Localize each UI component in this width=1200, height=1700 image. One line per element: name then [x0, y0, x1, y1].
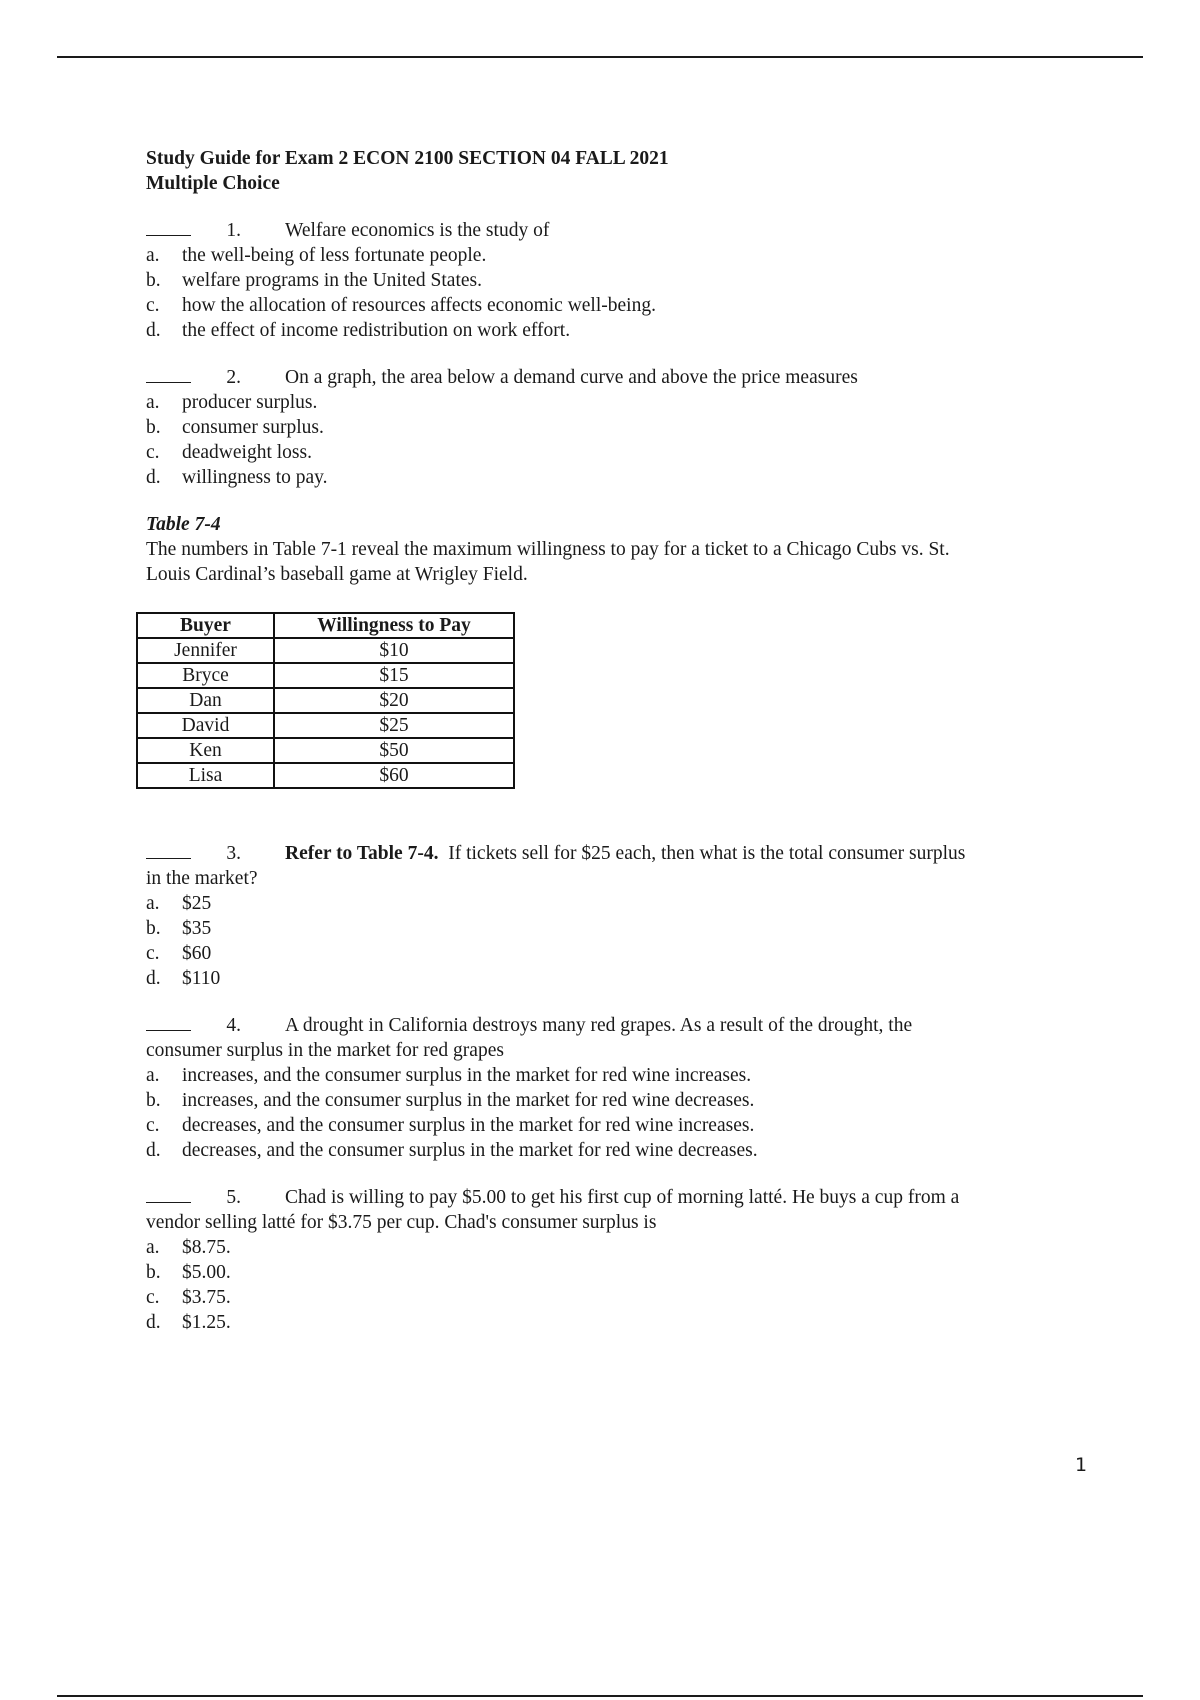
- question-text: A drought in California destroys many red grapes. As a result of the drought, the: [285, 1015, 913, 1036]
- choice-label: b.: [146, 1262, 161, 1283]
- choice-text: $35: [182, 918, 212, 939]
- choice-label: b.: [146, 918, 161, 939]
- choice-item: [146, 941, 1086, 966]
- buyer-cell: Ken: [137, 738, 274, 763]
- choice-list: [146, 243, 1086, 343]
- choice-text: producer surplus.: [182, 392, 318, 413]
- choice-label: b.: [146, 270, 161, 291]
- choice-item: [146, 1285, 1086, 1310]
- question-2: [146, 365, 1086, 490]
- document-title: Study Guide for Exam 2 ECON 2100 SECTION 04 FALL 2021: [146, 148, 669, 169]
- choice-text: $60: [182, 943, 212, 964]
- choice-label: a.: [146, 1065, 160, 1086]
- answer-blank: [146, 365, 191, 383]
- choice-label: c.: [146, 442, 160, 463]
- wtp-cell: $15: [274, 663, 514, 688]
- question-number: 4.: [226, 1015, 241, 1036]
- answer-blank: [146, 218, 191, 236]
- buyer-cell: Lisa: [137, 763, 274, 788]
- question-number: 5.: [226, 1187, 241, 1208]
- question-text: Welfare economics is the study of: [285, 220, 550, 241]
- choice-text: $25: [182, 893, 212, 914]
- choice-label: c.: [146, 1115, 160, 1136]
- table-row: [137, 713, 514, 738]
- choice-list: [146, 1235, 1086, 1335]
- choice-item: [146, 1310, 1086, 1335]
- wtp-cell: $25: [274, 713, 514, 738]
- question-continuation: in the market?: [146, 868, 258, 889]
- document-body: [146, 146, 1086, 1335]
- choice-item: [146, 891, 1086, 916]
- answer-blank: [146, 841, 191, 859]
- choice-list: [146, 1063, 1086, 1163]
- choice-text: consumer surplus.: [182, 417, 324, 438]
- choice-list: [146, 891, 1086, 991]
- choice-text: the well-being of less fortunate people.: [182, 245, 487, 266]
- choice-label: a.: [146, 1237, 160, 1258]
- question-continuation: vendor selling latté for $3.75 per cup. Chad's consumer surplus is: [146, 1212, 657, 1233]
- wtp-cell: $50: [274, 738, 514, 763]
- choice-text: increases, and the consumer surplus in the market for red wine increases.: [182, 1065, 752, 1086]
- choice-text: willingness to pay.: [182, 467, 328, 488]
- table-description-line-1: The numbers in Table 7-1 reveal the maximum willingness to pay for a ticket to a Chicago Cubs vs. St.: [146, 539, 950, 560]
- choice-item: [146, 268, 1086, 293]
- choice-item: [146, 318, 1086, 343]
- choice-text: deadweight loss.: [182, 442, 312, 463]
- question-4: [146, 1013, 1086, 1163]
- wtp-cell: $10: [274, 638, 514, 663]
- wtp-cell: $20: [274, 688, 514, 713]
- choice-label: a.: [146, 245, 160, 266]
- table-header-row: [137, 613, 514, 638]
- choice-label: c.: [146, 943, 160, 964]
- choice-item: [146, 1088, 1086, 1113]
- choice-text: $3.75.: [182, 1287, 231, 1308]
- choice-item: [146, 243, 1086, 268]
- choice-label: b.: [146, 417, 161, 438]
- page-number: 1: [1075, 1454, 1088, 1476]
- choice-item: [146, 1113, 1086, 1138]
- table-row: [137, 738, 514, 763]
- table-reference: Refer to Table 7-4.: [285, 843, 439, 864]
- choice-label: d.: [146, 968, 161, 989]
- table-row: [137, 663, 514, 688]
- question-text: If tickets sell for $25 each, then what is the total consumer surplus: [448, 843, 966, 864]
- table-row: [137, 638, 514, 663]
- answer-blank: [146, 1185, 191, 1203]
- question-number: 3.: [226, 843, 241, 864]
- choice-text: how the allocation of resources affects economic well-being.: [182, 295, 656, 316]
- choice-item: [146, 1063, 1086, 1088]
- choice-item: [146, 415, 1086, 440]
- question-number: 2.: [226, 367, 241, 388]
- buyer-cell: Dan: [137, 688, 274, 713]
- question-5: [146, 1185, 1086, 1335]
- choice-list: [146, 390, 1086, 490]
- top-rule: [57, 56, 1143, 58]
- answer-blank: [146, 1013, 191, 1031]
- question-text: On a graph, the area below a demand curve and above the price measures: [285, 367, 858, 388]
- table-row: [137, 688, 514, 713]
- column-header-willingness: Willingness to Pay: [274, 613, 514, 638]
- question-1: [146, 218, 1086, 343]
- choice-item: [146, 1260, 1086, 1285]
- choice-label: c.: [146, 295, 160, 316]
- choice-label: d.: [146, 320, 161, 341]
- choice-label: b.: [146, 1090, 161, 1111]
- bottom-rule: [57, 1695, 1143, 1697]
- wtp-cell: $60: [274, 763, 514, 788]
- choice-label: d.: [146, 1140, 161, 1161]
- choice-text: increases, and the consumer surplus in the market for red wine decreases.: [182, 1090, 755, 1111]
- choice-text: $5.00.: [182, 1262, 231, 1283]
- buyer-cell: Bryce: [137, 663, 274, 688]
- choice-item: [146, 1138, 1086, 1163]
- choice-text: welfare programs in the United States.: [182, 270, 482, 291]
- choice-item: [146, 966, 1086, 991]
- column-header-buyer: Buyer: [137, 613, 274, 638]
- choice-item: [146, 916, 1086, 941]
- question-3: [146, 841, 1086, 991]
- section-title: Multiple Choice: [146, 173, 280, 194]
- question-continuation: consumer surplus in the market for red grapes: [146, 1040, 504, 1061]
- buyer-cell: David: [137, 713, 274, 738]
- choice-label: a.: [146, 893, 160, 914]
- choice-text: $110: [182, 968, 221, 989]
- question-text: Chad is willing to pay $5.00 to get his first cup of morning latté. He buys a cup from a: [285, 1187, 960, 1208]
- willingness-to-pay-table: [136, 612, 515, 789]
- choice-text: decreases, and the consumer surplus in the market for red wine decreases.: [182, 1140, 758, 1161]
- choice-label: c.: [146, 1287, 160, 1308]
- table-title: Table 7-4: [146, 514, 221, 535]
- choice-label: d.: [146, 467, 161, 488]
- choice-text: the effect of income redistribution on work effort.: [182, 320, 571, 341]
- choice-item: [146, 440, 1086, 465]
- table-row: [137, 763, 514, 788]
- buyer-cell: Jennifer: [137, 638, 274, 663]
- choice-item: [146, 390, 1086, 415]
- choice-item: [146, 1235, 1086, 1260]
- choice-item: [146, 293, 1086, 318]
- question-number: 1.: [226, 220, 241, 241]
- choice-text: decreases, and the consumer surplus in the market for red wine increases.: [182, 1115, 755, 1136]
- table-description-line-2: Louis Cardinal’s baseball game at Wrigley Field.: [146, 564, 528, 585]
- choice-label: a.: [146, 392, 160, 413]
- choice-text: $8.75.: [182, 1237, 231, 1258]
- choice-label: d.: [146, 1312, 161, 1333]
- choice-text: $1.25.: [182, 1312, 231, 1333]
- choice-item: [146, 465, 1086, 490]
